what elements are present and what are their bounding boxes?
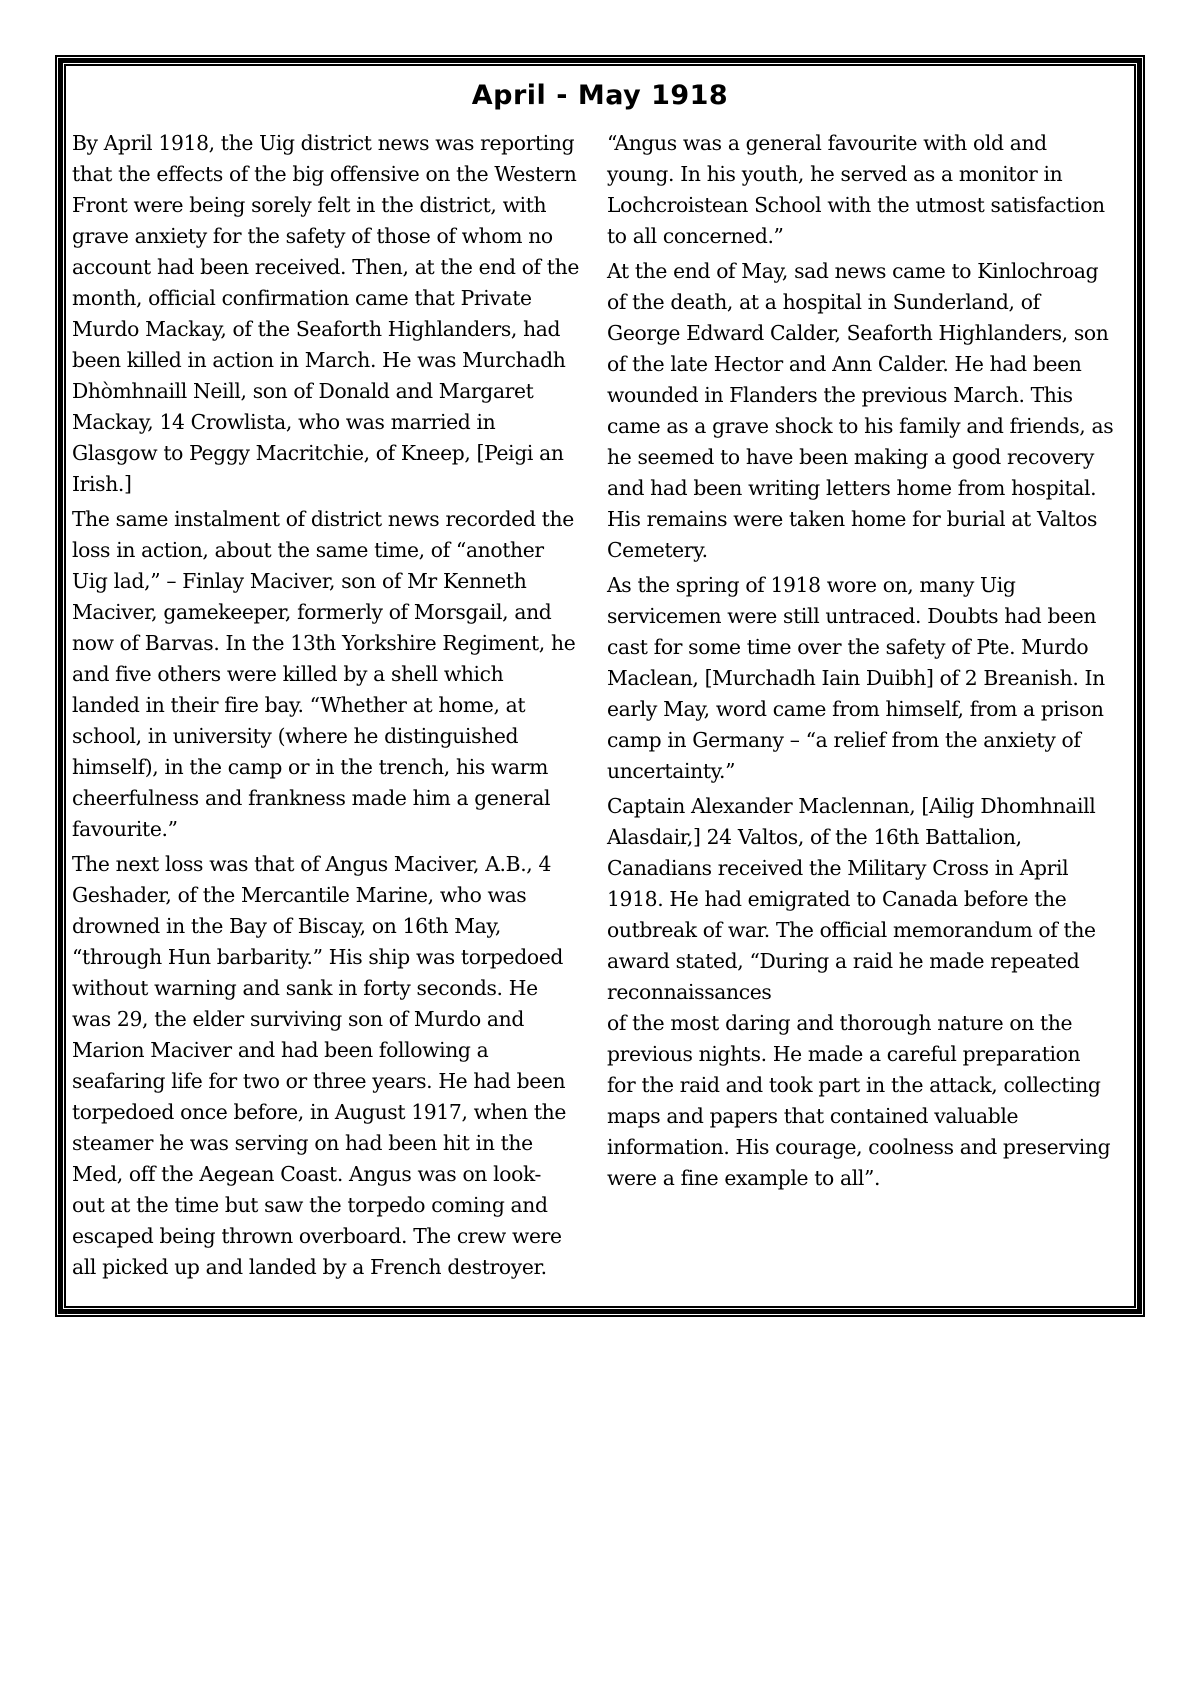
text-line: Geshader, of the Mercantile Marine, who was	[72, 883, 527, 907]
text-line: The next loss was that of Angus Maciver, A.B., 4	[72, 852, 552, 876]
text-line: account had been received. Then, at the end of the	[72, 255, 579, 279]
text-line: now of Barvas. In the 13th Yorkshire Regiment, he	[72, 631, 576, 655]
text-line: cheerfulness and frankness made him a general	[72, 786, 551, 810]
text-line: Marion Maciver and had been following a	[72, 1038, 489, 1062]
text-line: month, official confirmation came that Private	[72, 286, 532, 310]
text-line: wounded in Flanders the previous March. This	[607, 383, 1073, 407]
text-line: reconnaissances	[607, 980, 772, 1004]
text-line: been killed in action in March. He was Murchadh	[72, 348, 566, 372]
paragraph	[607, 570, 1132, 787]
text-line: to all concerned.”	[607, 224, 784, 248]
text-line: Mackay, 14 Crowlista, who was married in	[72, 410, 496, 434]
text-line: loss in action, about the same time, of “another	[72, 538, 544, 562]
text-line: uncertainty.”	[607, 759, 736, 783]
text-line: Lochcroistean School with the utmost satisfaction	[607, 193, 1105, 217]
text-line: information. His courage, coolness and preserving	[607, 1135, 1111, 1159]
text-line: Uig lad,” – Finlay Maciver, son of Mr Kenneth	[72, 569, 527, 593]
text-line: came as a grave shock to his family and friends, as	[607, 414, 1114, 438]
text-line: cast for some time over the safety of Pte. Murdo	[607, 635, 1089, 659]
text-line: was 29, the elder surviving son of Murdo and	[72, 1007, 525, 1031]
text-line: Med, off the Aegean Coast. Angus was on look-	[72, 1162, 542, 1186]
paragraph	[72, 849, 592, 1283]
text-line: out at the time but saw the torpedo coming and	[72, 1193, 548, 1217]
paragraph	[607, 256, 1132, 566]
text-line: himself), in the camp or in the trench, his warm	[72, 755, 548, 779]
text-line: and five others were killed by a shell which	[72, 662, 504, 686]
text-line: maps and papers that contained valuable	[607, 1104, 1019, 1128]
text-line: Front were being sorely felt in the district, with	[72, 193, 547, 217]
text-line: and had been writing letters home from hospital.	[607, 476, 1097, 500]
text-line: school, in university (where he distinguished	[72, 724, 519, 748]
text-line: escaped being thrown overboard. The crew were	[72, 1224, 562, 1248]
text-line: Cemetery.	[607, 538, 708, 562]
text-line: without warning and sank in forty seconds. He	[72, 976, 538, 1000]
text-line: By April 1918, the Uig district news was reporting	[72, 131, 575, 155]
text-line: As the spring of 1918 wore on, many Uig	[607, 573, 1016, 597]
text-line: 1918. He had emigrated to Canada before the	[607, 887, 1067, 911]
text-line: Captain Alexander Maclennan, [Ailig Dhomhnaill	[607, 794, 1096, 818]
text-line: servicemen were still untraced. Doubts had been	[607, 604, 1097, 628]
paragraph	[72, 504, 592, 845]
text-line: all picked up and landed by a French destroyer.	[72, 1255, 547, 1279]
text-line: torpedoed once before, in August 1917, when the	[72, 1100, 566, 1124]
text-line: His remains were taken home for burial at Valtos	[607, 507, 1098, 531]
text-line: Alasdair,] 24 Valtos, of the 16th Battalion,	[607, 825, 1022, 849]
text-line: “Angus was a general favourite with old and	[607, 131, 1047, 155]
text-line: favourite.”	[72, 817, 178, 841]
text-line: early May, word came from himself, from a prison	[607, 697, 1104, 721]
text-line: steamer he was serving on had been hit in the	[72, 1131, 533, 1155]
text-line: grave anxiety for the safety of those of whom no	[72, 224, 553, 248]
text-line: The same instalment of district news recorded the	[72, 507, 574, 531]
text-line: young. In his youth, he served as a monitor in	[607, 162, 1063, 186]
text-line: Maciver, gamekeeper, formerly of Morsgail, and	[72, 600, 552, 624]
text-line: of the most daring and thorough nature on the	[607, 1011, 1073, 1035]
paragraph	[607, 791, 1132, 1194]
text-line: landed in their fire bay. “Whether at home, at	[72, 693, 526, 717]
text-line: of the death, at a hospital in Sunderland, of	[607, 290, 1040, 314]
text-line: of the late Hector and Ann Calder. He had been	[607, 352, 1082, 376]
text-line: Murdo Mackay, of the Seaforth Highlanders, had	[72, 317, 561, 341]
page-title: April - May 1918	[471, 80, 729, 111]
text-line: camp in Germany – “a relief from the anxiety of	[607, 728, 1081, 752]
text-line: Glasgow to Peggy Macritchie, of Kneep, [Peigi an	[72, 441, 564, 465]
text-line: were a fine example to all”.	[607, 1166, 881, 1190]
text-line: Dhòmhnaill Neill, son of Donald and Margaret	[72, 379, 534, 403]
text-line: At the end of May, sad news came to Kinlochroag	[607, 259, 1099, 283]
text-line: that the effects of the big offensive on the Western	[72, 162, 577, 186]
right-column	[607, 128, 1132, 1198]
text-line: “through Hun barbarity.” His ship was torpedoed	[72, 945, 563, 969]
text-line: outbreak of war. The official memorandum of the	[607, 918, 1096, 942]
left-column	[72, 128, 592, 1287]
text-line: previous nights. He made a careful preparation	[607, 1042, 1081, 1066]
text-line: George Edward Calder, Seaforth Highlanders, son	[607, 321, 1109, 345]
paragraph	[72, 128, 592, 500]
text-line: award stated, “During a raid he made repeated	[607, 949, 1080, 973]
text-line: he seemed to have been making a good recovery	[607, 445, 1095, 469]
text-line: Canadians received the Military Cross in April	[607, 856, 1069, 880]
paragraph	[607, 128, 1132, 252]
text-line: drowned in the Bay of Biscay, on 16th May,	[72, 914, 501, 938]
text-line: seafaring life for two or three years. He had been	[72, 1069, 566, 1093]
text-line: Irish.]	[72, 472, 132, 496]
text-line: for the raid and took part in the attack, collecting	[607, 1073, 1101, 1097]
text-line: Maclean, [Murchadh Iain Duibh] of 2 Breanish. In	[607, 666, 1105, 690]
